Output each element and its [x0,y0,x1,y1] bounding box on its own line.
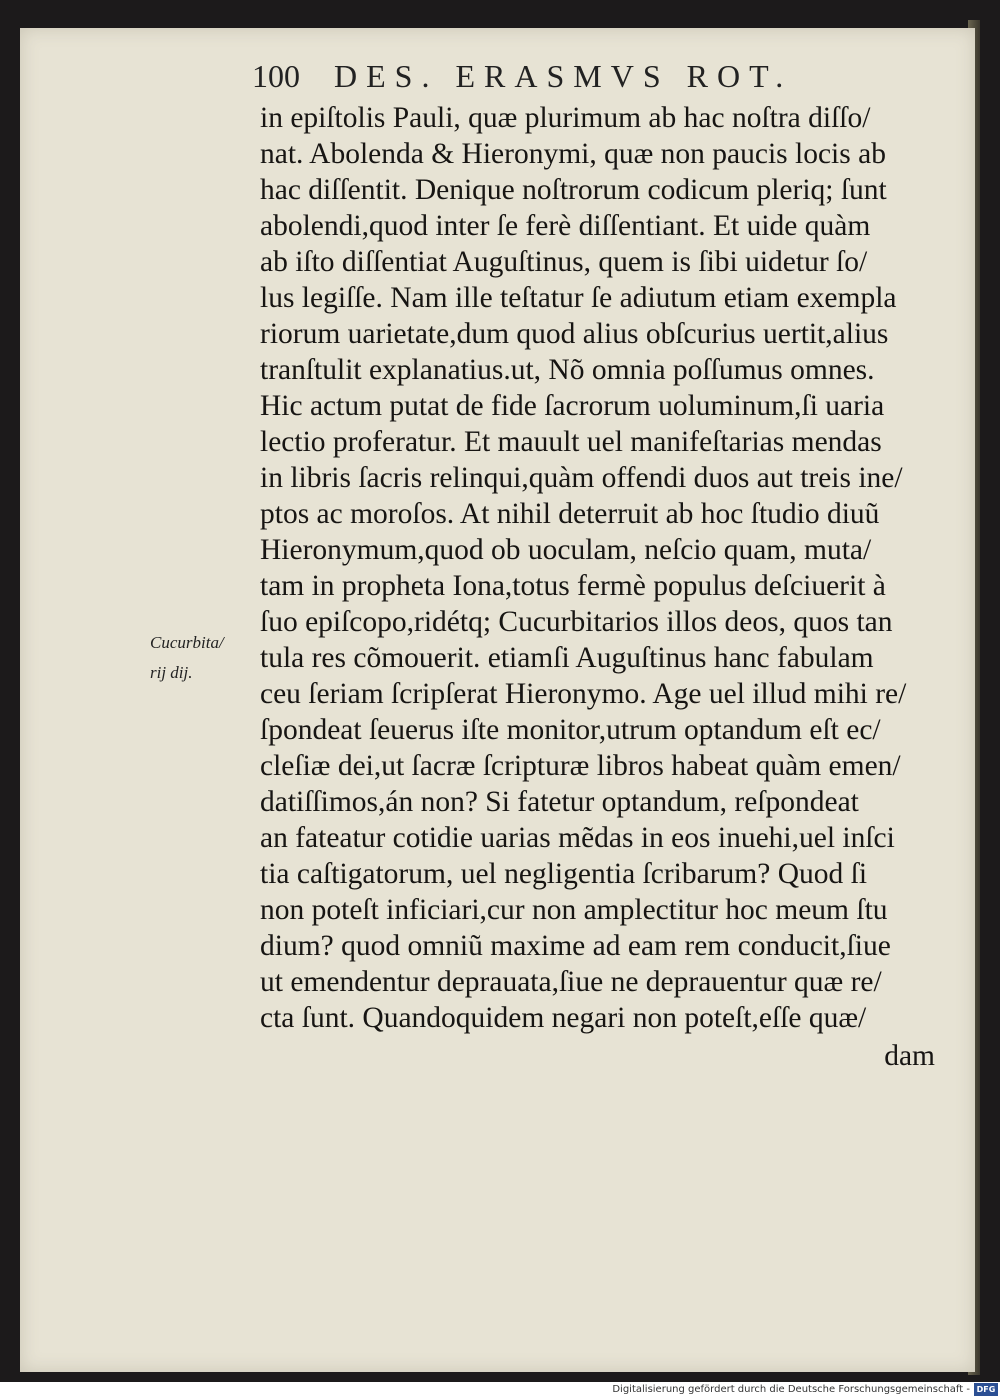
text-line: cleſiæ dei,ut ſacræ ſcripturæ libros habeat quàm emen/ [260,750,901,782]
text-line: tam in propheta Iona,totus fermè populus deſciuerit à [260,570,886,602]
text-line: dium? quod omniũ maxime ad eam rem conducit,ſiue [260,930,891,962]
text-line: ut emendentur deprauata,ſiue ne deprauentur quæ re/ [260,966,882,998]
body-text [260,100,945,1036]
text-line: ab iſto diſſentiat Auguſtinus, quem is ſibi uidetur ſo/ [260,246,868,278]
marginal-note-line: Cucurbita/ [150,633,224,652]
text-line: tula res cõmouerit. etiamſi Auguſtinus hanc fabulam [260,642,874,674]
text-line: ſpondeat ſeuerus iſte monitor,utrum optandum eſt ec/ [260,714,881,746]
text-line: ptos ac moroſos. At nihil deterruit ab hoc ſtudio diuũ [260,498,880,530]
text-line: an fateatur cotidie uarias mẽdas in eos inuehi,uel inſci [260,822,895,854]
marginal-note-line: rij dij. [150,663,193,682]
text-line: tranſtulit explanatius.ut, Nõ omnia poſſumus omnes. [260,354,875,386]
text-line: nat. Abolenda & Hieronymi, quæ non paucis locis ab [260,138,886,170]
running-head-title: DES. ERASMVS ROT. [334,58,793,94]
digitization-credit: Digitalisierung gefördert durch die Deutsche Forschungsgemeinschaft - [612,1384,970,1395]
page-number: 100 [252,58,300,94]
text-line: cta ſunt. Quandoquidem negari non poteſt,eſſe quæ/ [260,1002,867,1034]
text-line: hac diſſentit. Denique noſtrorum codicum pleriq; ſunt [260,174,887,206]
text-line: non poteſt inficiari,cur non amplectitur hoc meum ſtu [260,894,888,926]
text-line: datiſſimos,án non? Si fatetur optandum, reſpondeat [260,786,859,818]
text-line: lectio proferatur. Et mauult uel manifeſtarias mendas [260,426,882,458]
text-line: ſuo epiſcopo,ridétq; Cucurbitarios illos deos, quos tan [260,606,893,638]
text-line: ceu ſeriam ſcripſerat Hieronymo. Age uel illud mihi re/ [260,678,907,710]
text-line: Hieronymum,quod ob uoculam, neſcio quam, muta/ [260,534,872,566]
marginal-note [150,628,258,688]
text-line: riorum uarietate,dum quod alius obſcurius uertit,alius [260,318,889,350]
footer-bar [0,1382,1000,1397]
text-line: in libris ſacris relinqui,quàm offendi duos aut treis ine/ [260,462,903,494]
text-line: abolendi,quod inter ſe ferè diſſentiant. Et uide quàm [260,210,871,242]
catchword: dam [884,1040,935,1072]
text-line: lus legiſſe. Nam ille teſtatur ſe adiutum etiam exempla [260,282,897,314]
dfg-logo: DFG [974,1383,998,1396]
running-head [210,58,900,106]
text-line: in epiſtolis Pauli, quæ plurimum ab hac noſtra diſſo/ [260,102,871,134]
text-line: tia caſtigatorum, uel negligentia ſcribarum? Quod ſi [260,858,868,890]
text-line: Hic actum putat de fide ſacrorum uoluminum,ſi uaria [260,390,885,422]
